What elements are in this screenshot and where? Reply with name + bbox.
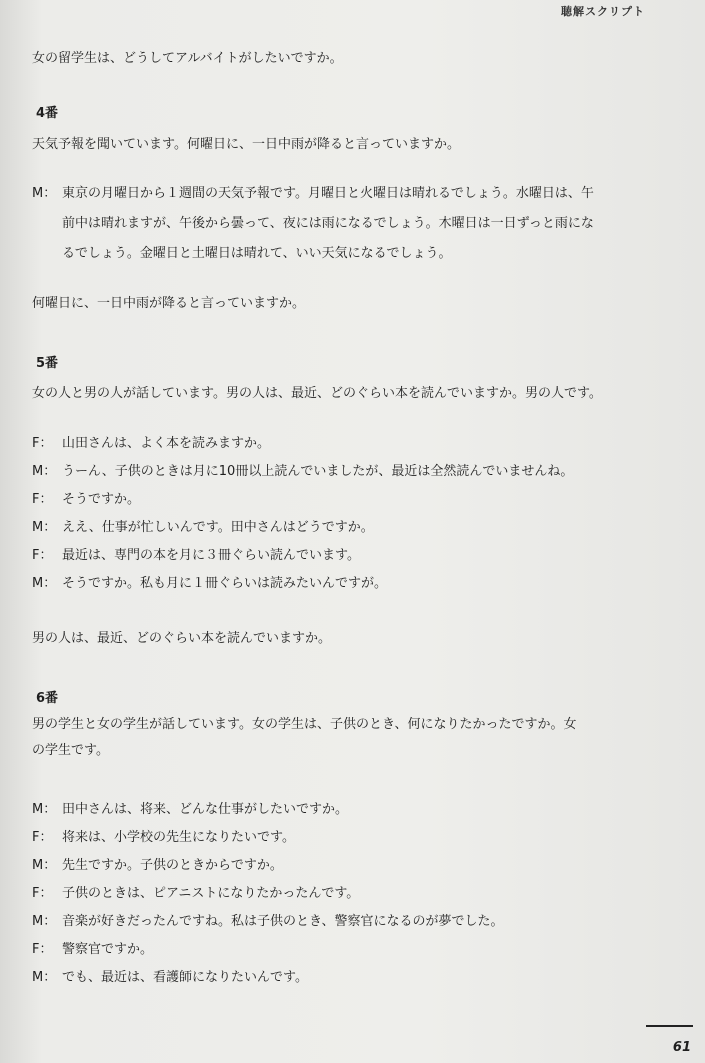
forecast-line-1: 東京の月曜日から１週間の天気予報です。月曜日と火曜日は晴れるでしょう。水曜日は、午	[62, 186, 594, 201]
running-head: 聴解スクリプト	[561, 5, 645, 18]
section-5-question: 男の人は、最近、どのぐらい本を読んでいますか。	[32, 631, 332, 646]
dialog-line	[32, 941, 675, 959]
section-6-intro-line-2: の学生です。	[32, 743, 109, 758]
dialog-text: 最近は、専門の本を月に３冊ぐらい読んでいます。	[62, 548, 360, 563]
section-6-intro-line-1: 男の学生と女の学生が話しています。女の学生は、子供のとき、何になりたかったですか。女	[32, 717, 577, 732]
dialog-line	[32, 885, 675, 903]
forecast-line-2: 前中は晴れますが、午後から曇って、夜には雨になるでしょう。木曜日は一日ずっと雨にな	[62, 216, 594, 231]
dialog-line	[32, 575, 675, 593]
speaker-label: M：	[32, 858, 57, 873]
speaker-label: F：	[32, 830, 53, 845]
dialog-text: そうですか。私も月に１冊ぐらいは読みたいんですが。	[62, 576, 388, 591]
dialog-text: 音楽が好きだったんですね。私は子供のとき、警察官になるのが夢でした。	[62, 914, 504, 929]
speaker-label: F：	[32, 548, 53, 563]
speaker-label: M：	[32, 520, 57, 535]
dialog-line	[32, 547, 675, 565]
speaker-label: M：	[32, 914, 57, 929]
dialog-text: でも、最近は、看護師になりたいんです。	[62, 970, 308, 985]
section-4-heading: 4番	[36, 106, 59, 121]
footer-rule	[646, 1025, 693, 1027]
speaker-label: F：	[32, 942, 53, 957]
dialog-text: 田中さんは、将来、どんな仕事がしたいですか。	[62, 802, 349, 817]
dialog-line	[32, 829, 675, 847]
speaker-label: F：	[32, 886, 53, 901]
section-5-heading: 5番	[36, 356, 59, 371]
dialog-text: そうですか。	[62, 492, 141, 507]
speaker-label: M：	[32, 802, 57, 817]
speaker-label: M：	[32, 464, 57, 479]
dialog-line	[32, 913, 675, 931]
dialog-line	[32, 463, 675, 481]
dialog-text: 将来は、小学校の先生になりたいです。	[62, 830, 295, 845]
dialog-text: 警察官ですか。	[62, 942, 154, 957]
speaker-label: M：	[32, 576, 57, 591]
section-5-intro: 女の人と男の人が話しています。男の人は、最近、どのぐらい本を読んでいますか。男の人です。	[32, 386, 602, 401]
dialog-text: うーん、子供のときは月に10冊以上読んでいましたが、最近は全然読んでいませんね。	[62, 464, 574, 479]
intro-question: 女の留学生は、どうしてアルバイトがしたいですか。	[32, 51, 343, 66]
dialog-line	[32, 969, 675, 987]
dialog-line	[32, 435, 675, 453]
section-6-heading: 6番	[36, 691, 59, 706]
dialog-text: 子供のときは、ピアニストになりたかったんです。	[62, 886, 360, 901]
page-number: 61	[672, 1040, 691, 1055]
section-4-speaker-line	[32, 185, 675, 203]
dialog-text: ええ、仕事が忙しいんです。田中さんはどうですか。	[62, 520, 374, 535]
dialog-text: 山田さんは、よく本を読みますか。	[62, 436, 271, 451]
forecast-line-3: るでしょう。金曜日と土曜日は晴れて、いい天気になるでしょう。	[62, 246, 452, 261]
speaker-label: F：	[32, 492, 53, 507]
dialog-line	[32, 491, 675, 509]
speaker-label: M：	[32, 970, 57, 985]
dialog-line	[32, 519, 675, 537]
speaker-label: M：	[32, 186, 57, 201]
dialog-text: 先生ですか。子供のときからですか。	[62, 858, 283, 873]
dialog-line	[32, 801, 675, 819]
speaker-label: F：	[32, 436, 53, 451]
section-4-intro: 天気予報を聞いています。何曜日に、一日中雨が降ると言っていますか。	[32, 137, 460, 152]
dialog-line	[32, 857, 675, 875]
section-4-question: 何曜日に、一日中雨が降ると言っていますか。	[32, 296, 306, 311]
